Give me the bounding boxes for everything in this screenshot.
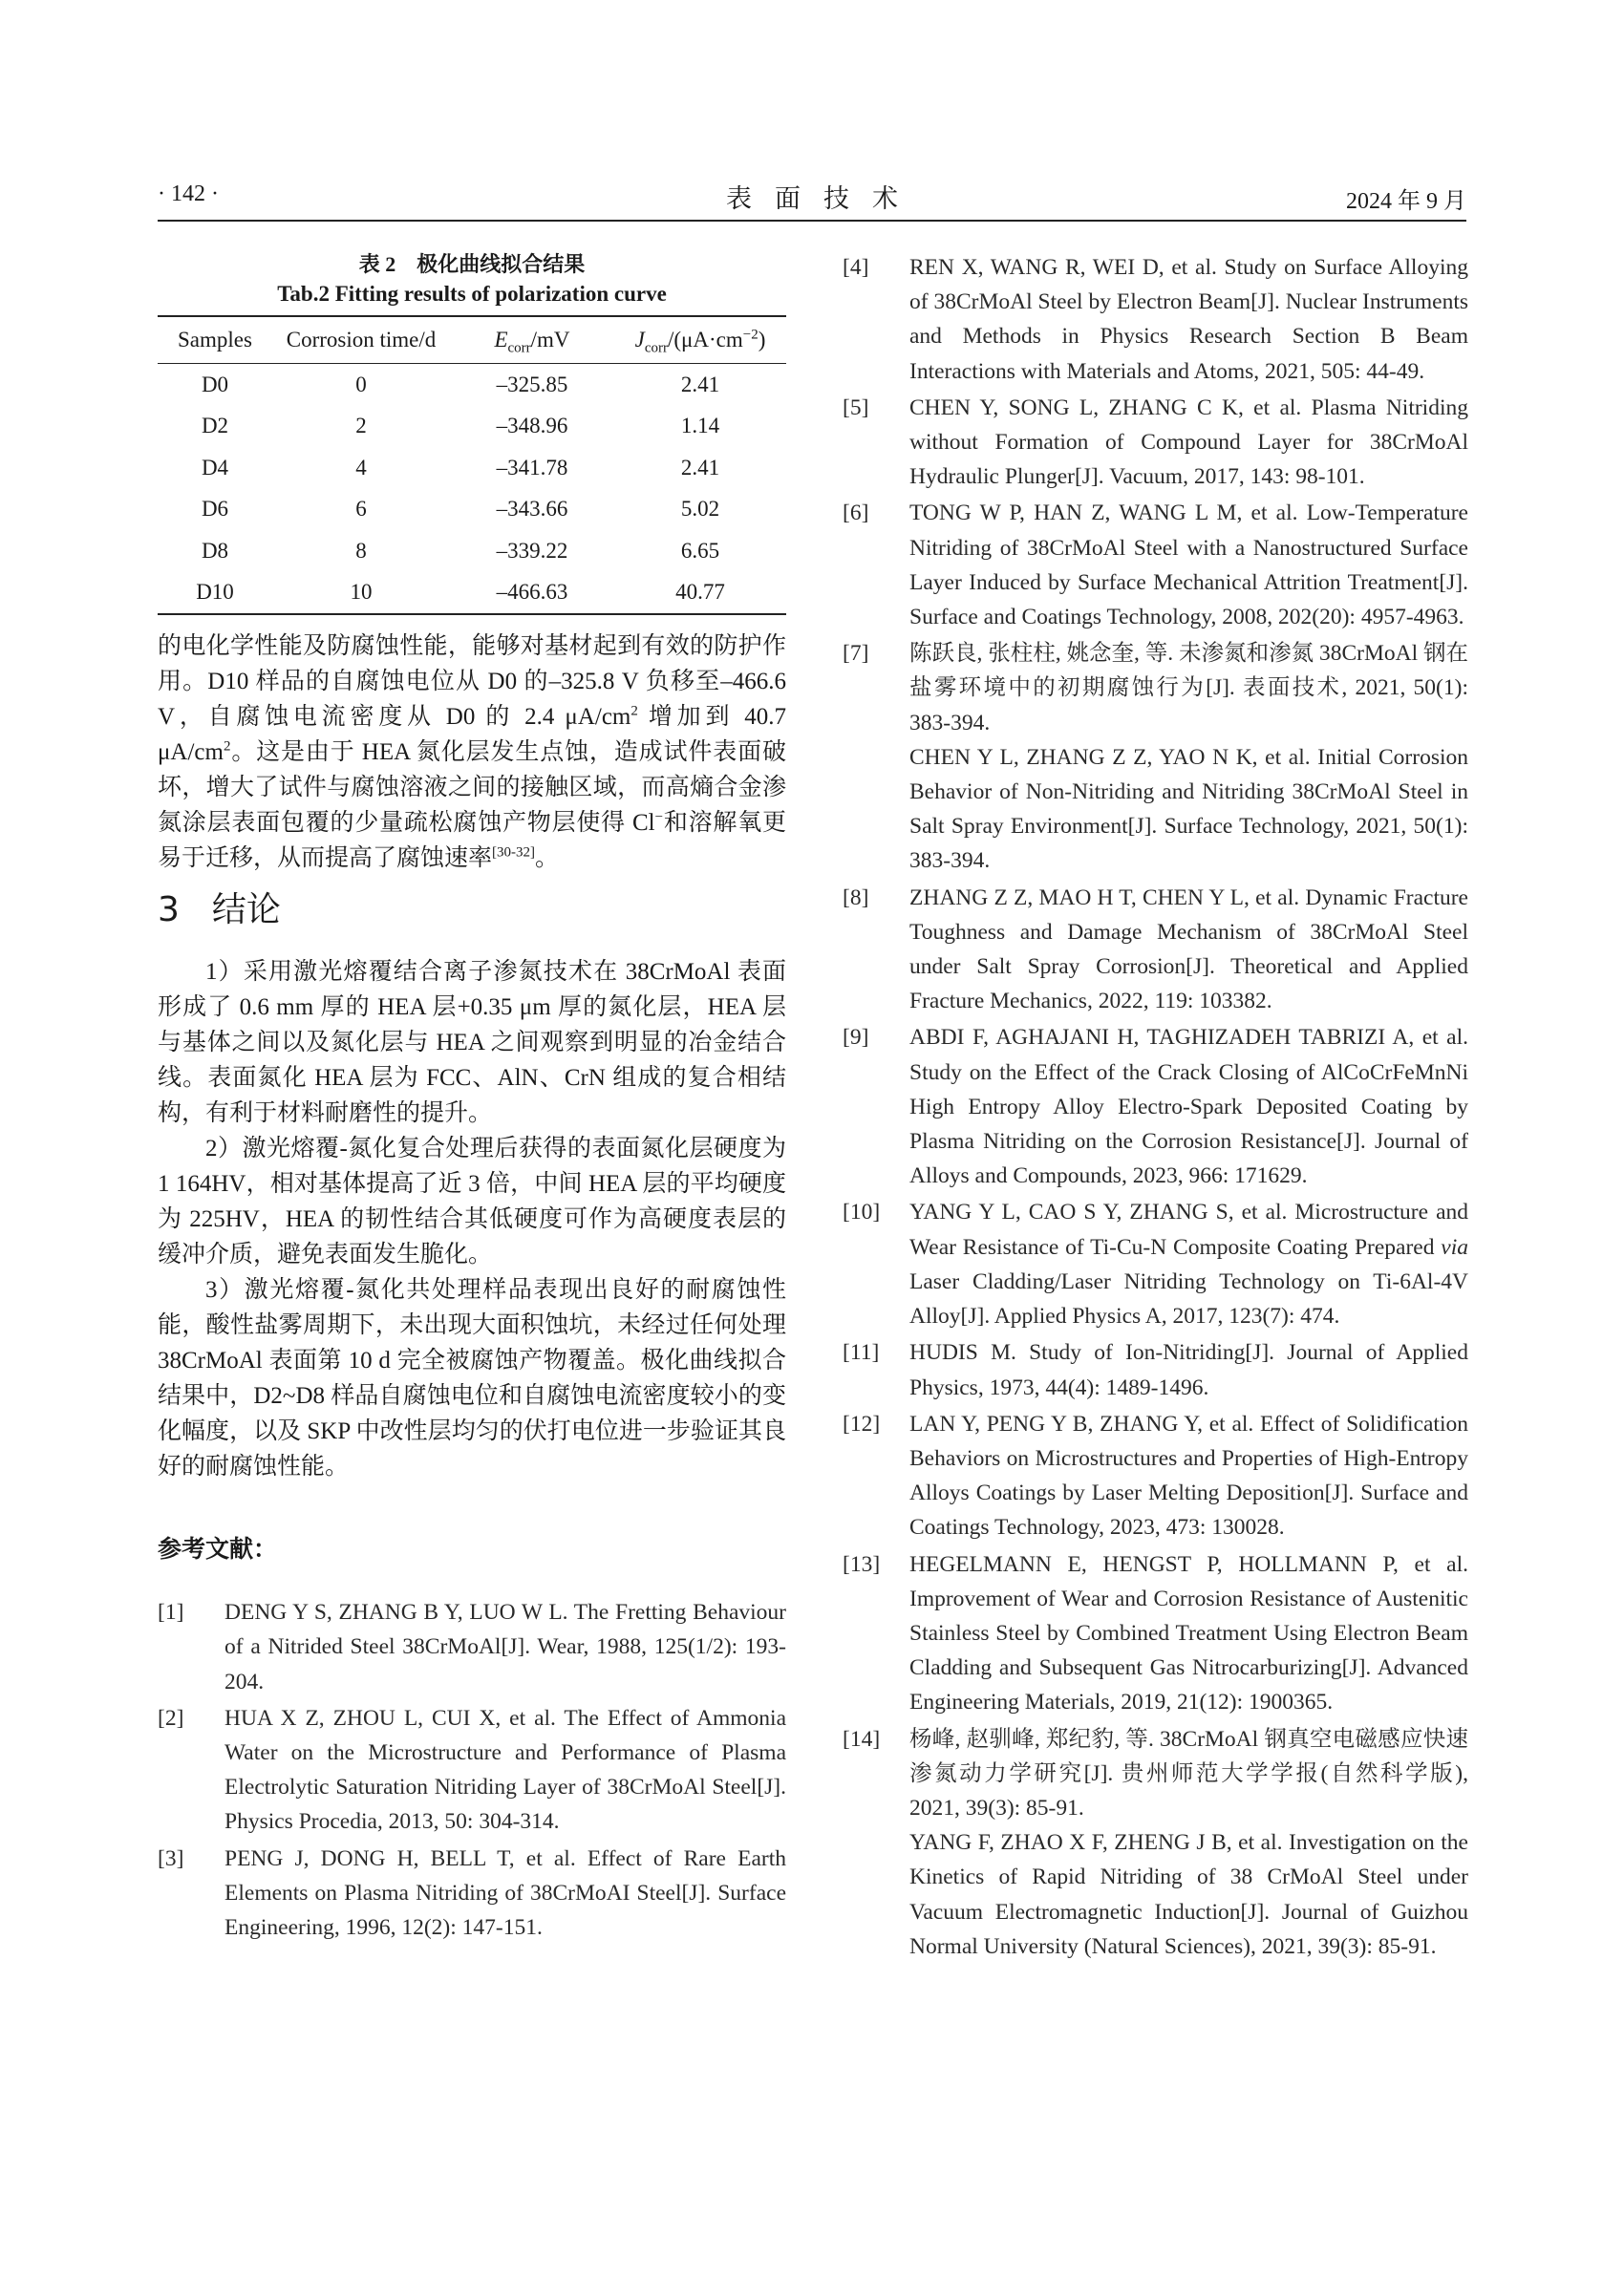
header-jcorr: $J_{corr}/(\mu A\cdot cm^{-2})$ bbox=[614, 316, 786, 364]
reference-number: [6] bbox=[843, 501, 869, 526]
reference-number: [2] bbox=[158, 1705, 184, 1731]
citation: [30-32] bbox=[492, 844, 536, 861]
reference-italic: via bbox=[1441, 1234, 1468, 1260]
table-cell: 2.41 bbox=[680, 372, 720, 396]
reference-number: [12] bbox=[843, 1411, 881, 1437]
table-row bbox=[158, 489, 786, 531]
reference-text: ABDI F, AGHAJANI H, TAGHIZADEH TABRIZI A, et al. Study on the Effect of the Crack Closing of AlCoCrFeMnNi High Entropy Alloy Electro-Spark Deposited Coating by Plasma Nitriding on the Corrosion Resistance[J]. Journal of Alloys and Compounds, 2023, 966: 171629. bbox=[909, 1025, 1468, 1189]
reference-number: [14] bbox=[843, 1726, 881, 1752]
header-ecorr: $E_{corr}/mV$ bbox=[450, 316, 614, 364]
reference-number: [9] bbox=[843, 1025, 869, 1051]
table-cell: 6 bbox=[355, 497, 367, 522]
reference-translation: YANG F, ZHAO X F, ZHENG J B, et al. Investigation on the Kinetics of Rapid Nitriding of 38 CrMoAl Steel under Vacuum Electromagnetic Induction[J]. Journal of Guizhou Normal University (Natural Sciences), 2021, 39(3): 85-91. bbox=[909, 1830, 1468, 1959]
reference-text: REN X, WANG R, WEI D, et al. Study on Surface Alloying of 38CrMoAl Steel by Electron Beam[J]. Nuclear Instruments and Methods in Physics Research Section B Beam Interactions with Materials and Atoms, 2021, 505: 44-49. bbox=[909, 255, 1468, 384]
table-cell: D8 bbox=[201, 538, 229, 563]
reference-item bbox=[158, 1701, 786, 1840]
reference-text: HEGELMANN E, HENGST P, HOLLMANN P, et al. Improvement of Wear and Corrosion Resistance of Austenitic Stainless Steel by Combined Treatment Using Electron Beam Cladding and Subsequent Gas Nitrocarburizing[J]. Advanced Engineering Materials, 2019, 21(12): 1900365. bbox=[909, 1551, 1468, 1715]
table-row bbox=[158, 572, 786, 615]
running-header bbox=[158, 172, 1466, 222]
reference-text: HUA X Z, ZHOU L, CUI X, et al. The Effect of Ammonia Water on the Microstructure and Performance of Plasma Electrolytic Saturation Nitriding Layer of 38CrMoAl Steel[J]. Physics Procedia, 2013, 50: 304-314. bbox=[224, 1705, 786, 1835]
table-cell: 40.77 bbox=[614, 572, 786, 615]
reference-item bbox=[843, 1407, 1468, 1545]
table-cell: –343.66 bbox=[496, 497, 568, 522]
reference-number: [3] bbox=[158, 1845, 184, 1871]
table-caption-cn: 表 2 极化曲线拟合结果 bbox=[358, 252, 586, 276]
reference-number: [13] bbox=[843, 1551, 881, 1577]
journal-title: 表面技术 bbox=[726, 184, 921, 213]
references-left bbox=[158, 1595, 786, 1945]
table-cell: 4 bbox=[355, 455, 367, 479]
reference-text: Laser Cladding/Laser Nitriding Technology on Ti-6Al-4V Alloy[J]. Applied Physics A, 2017, 123(7): 474. bbox=[909, 1268, 1468, 1330]
reference-item bbox=[843, 636, 1468, 878]
table-cell: 1.14 bbox=[680, 414, 720, 438]
table-cell: 10 bbox=[272, 572, 450, 615]
conclusion-2: 2）激光熔覆-氮化复合处理后获得的表面氮化层硬度为 1 164HV，相对基体提高了近 3 倍，中间 HEA 层的平均硬度为 225HV，HEA 的韧性结合其低硬度可作为高硬度表层的缓冲介质，避免表面发生脆化。 bbox=[158, 1136, 786, 1268]
table-cell: –339.22 bbox=[496, 538, 568, 563]
table-cell: D0 bbox=[201, 372, 229, 396]
right-column bbox=[843, 250, 1468, 1966]
reference-text: PENG J, DONG H, BELL T, et al. Effect of Rare Earth Elements on Plasma Nitriding of 38CrMoAI Steel[J]. Surface Engineering, 1996, 12(2): 147-151. bbox=[224, 1845, 786, 1941]
reference-item bbox=[843, 1335, 1468, 1404]
table-row bbox=[158, 530, 786, 572]
reference-number: [8] bbox=[843, 884, 869, 910]
table-cell: 6.65 bbox=[680, 538, 720, 563]
reference-item bbox=[158, 1595, 786, 1699]
reference-text: LAN Y, PENG Y B, ZHANG Y, et al. Effect of Solidification Behaviors on Microstructures and Properties of High-Entropy Alloys Coatings by Laser Melting Deposition[J]. Surface and Coatings Technology, 2023, 473: 130028. bbox=[909, 1411, 1468, 1541]
table-cell: –341.78 bbox=[496, 455, 568, 479]
table-cell: –348.96 bbox=[496, 414, 568, 438]
table-cell: D2 bbox=[201, 414, 229, 438]
references-right bbox=[843, 250, 1468, 1964]
reference-item bbox=[843, 496, 1468, 634]
table-cell: 0 bbox=[355, 372, 367, 396]
table-cell: 2 bbox=[355, 414, 367, 438]
reference-number: [1] bbox=[158, 1600, 184, 1626]
header-corrosion-time: Corrosion time/d bbox=[272, 316, 450, 364]
table-caption-en: Tab.2 Fitting results of polarization curve bbox=[277, 282, 667, 306]
references-heading: 参考文献： bbox=[158, 1535, 278, 1563]
reference-text: DENG Y S, ZHANG B Y, LUO W L. The Fretting Behaviour of a Nitrided Steel 38CrMoAl[J]. Wear, 1988, 125(1/2): 193-204. bbox=[224, 1600, 786, 1694]
reference-number: [5] bbox=[843, 394, 869, 420]
reference-text: ZHANG Z Z, MAO H T, CHEN Y L, et al. Dynamic Fracture Toughness and Damage Mechanism of 38CrMoAl Steel under Salt Spray Corrosion[J]. Theoretical and Applied Fracture Mechanics, 2022, 119: 103382. bbox=[909, 884, 1468, 1014]
reference-text: HUDIS M. Study of Ion-Nitriding[J]. Journal of Applied Physics, 1973, 44(4): 1489-1496. bbox=[909, 1340, 1468, 1400]
table-cell: 8 bbox=[355, 538, 367, 563]
section-heading: 3 结论 bbox=[158, 890, 281, 929]
reference-item bbox=[843, 391, 1468, 495]
conclusion-1: 1）采用激光熔覆结合离子渗氮技术在 38CrMoAl 表面形成了 0.6 mm 厚的 HEA 层+0.35 μm 厚的氮化层，HEA 层与基体之间以及氮化层与 HEA 之间观察到明显的冶金结合线。表面氮化 HEA 层为 FCC、AlN、CrN 组成的复合相结构，有利于材料耐磨性的提升。 bbox=[158, 959, 786, 1126]
table-header-row bbox=[158, 316, 786, 364]
reference-text: TONG W P, HAN Z, WANG L M, et al. Low-Temperature Nitriding of 38CrMoAl Steel with a Nanostructured Surface Layer Induced by Surface Mechanical Attrition Treatment[J]. Surface and Coatings Technology, 2008, 202(20): 4957-4963. bbox=[909, 501, 1468, 630]
page-number: · 142 · bbox=[158, 181, 219, 206]
reference-text: YANG Y L, CAO S Y, ZHANG S, et al. Microstructure and Wear Resistance of Ti-Cu-N Composite Coating Prepared bbox=[909, 1200, 1468, 1260]
reference-text: 杨峰, 赵驯峰, 郑纪豹, 等. 38CrMoAl 钢真空电磁感应快速渗氮动力学研究[J]. 贵州师范大学学报(自然科学版), 2021, 39(3): 85-91. bbox=[909, 1726, 1468, 1821]
reference-item bbox=[843, 1020, 1468, 1193]
table-row bbox=[158, 364, 786, 406]
conclusion-3: 3）激光熔覆-氮化共处理样品表现出良好的耐腐蚀性能，酸性盐雾周期下，未出现大面积蚀坑，未经过任何处理 38CrMoAl 表面第 10 d 完全被腐蚀产物覆盖。极化曲线拟合结果中，D2~D8 样品自腐蚀电位和自腐蚀电流密度较小的变化幅度，以及 SKP 中改性层均匀的伏打电位进一步验证其良好的耐腐蚀性能。 bbox=[158, 1277, 786, 1480]
reference-text: CHEN Y, SONG L, ZHANG C K, et al. Plasma Nitriding without Formation of Compound Layer for 38CrMoAl Hydraulic Plunger[J]. Vacuum, 2017, 143: 98-101. bbox=[909, 394, 1468, 490]
table-cell: D10 bbox=[158, 572, 272, 615]
reference-translation: CHEN Y L, ZHANG Z Z, YAO N K, et al. Initial Corrosion Behavior of Non-Nitriding and Nitriding 38CrMoAl Steel in Salt Spray Environment[J]. Surface Technology, 2021, 50(1): 383-394. bbox=[909, 744, 1468, 874]
reference-number: [7] bbox=[843, 641, 869, 667]
reference-item bbox=[158, 1842, 786, 1946]
table-cell: 5.02 bbox=[680, 497, 720, 522]
issue-date: 2024 年 9 月 bbox=[1346, 189, 1466, 214]
table-cell: D4 bbox=[201, 455, 229, 479]
table-cell: 2.41 bbox=[680, 455, 720, 479]
reference-number: [4] bbox=[843, 255, 869, 280]
table-row bbox=[158, 406, 786, 448]
table-cell: D6 bbox=[201, 497, 229, 522]
table-cell: –325.85 bbox=[496, 372, 568, 396]
reference-number: [11] bbox=[843, 1340, 880, 1366]
table-cell: –466.63 bbox=[450, 572, 614, 615]
reference-item bbox=[843, 881, 1468, 1019]
table-row bbox=[158, 447, 786, 489]
reference-item bbox=[843, 1547, 1468, 1720]
reference-item bbox=[843, 250, 1468, 389]
header-samples: Samples bbox=[158, 316, 272, 364]
fitting-results-table bbox=[158, 315, 786, 615]
body-paragraph: 的电化学性能及防腐蚀性能，能够对基材起到有效的防护作用。D10 样品的自腐蚀电位从 D0 的–325.8 V 负移至–466.6 V，自腐蚀电流密度从 D0 的 2.4 $\mu A/cm^2$ 增加到 40.7 $\mu A/cm^2$。这是由于 HEA 氮化层发生点蚀，造成试件表面破坏，增大了试件与腐蚀溶液之间的接触区域，而高熵合金渗氮涂层表面包覆的少量疏松腐蚀产物层使得 Cl−和溶解氧更易于迁移，从而提高了腐蚀速率[30-32]。 bbox=[158, 633, 786, 871]
reference-number: [10] bbox=[843, 1200, 881, 1225]
reference-item bbox=[843, 1722, 1468, 1964]
reference-item bbox=[843, 1195, 1468, 1333]
reference-text: 陈跃良, 张柱柱, 姚念奎, 等. 未渗氮和渗氮 38CrMoAl 钢在盐雾环境中的初期腐蚀行为[J]. 表面技术, 2021, 50(1): 383-394. bbox=[909, 641, 1468, 735]
left-column bbox=[158, 250, 786, 1947]
